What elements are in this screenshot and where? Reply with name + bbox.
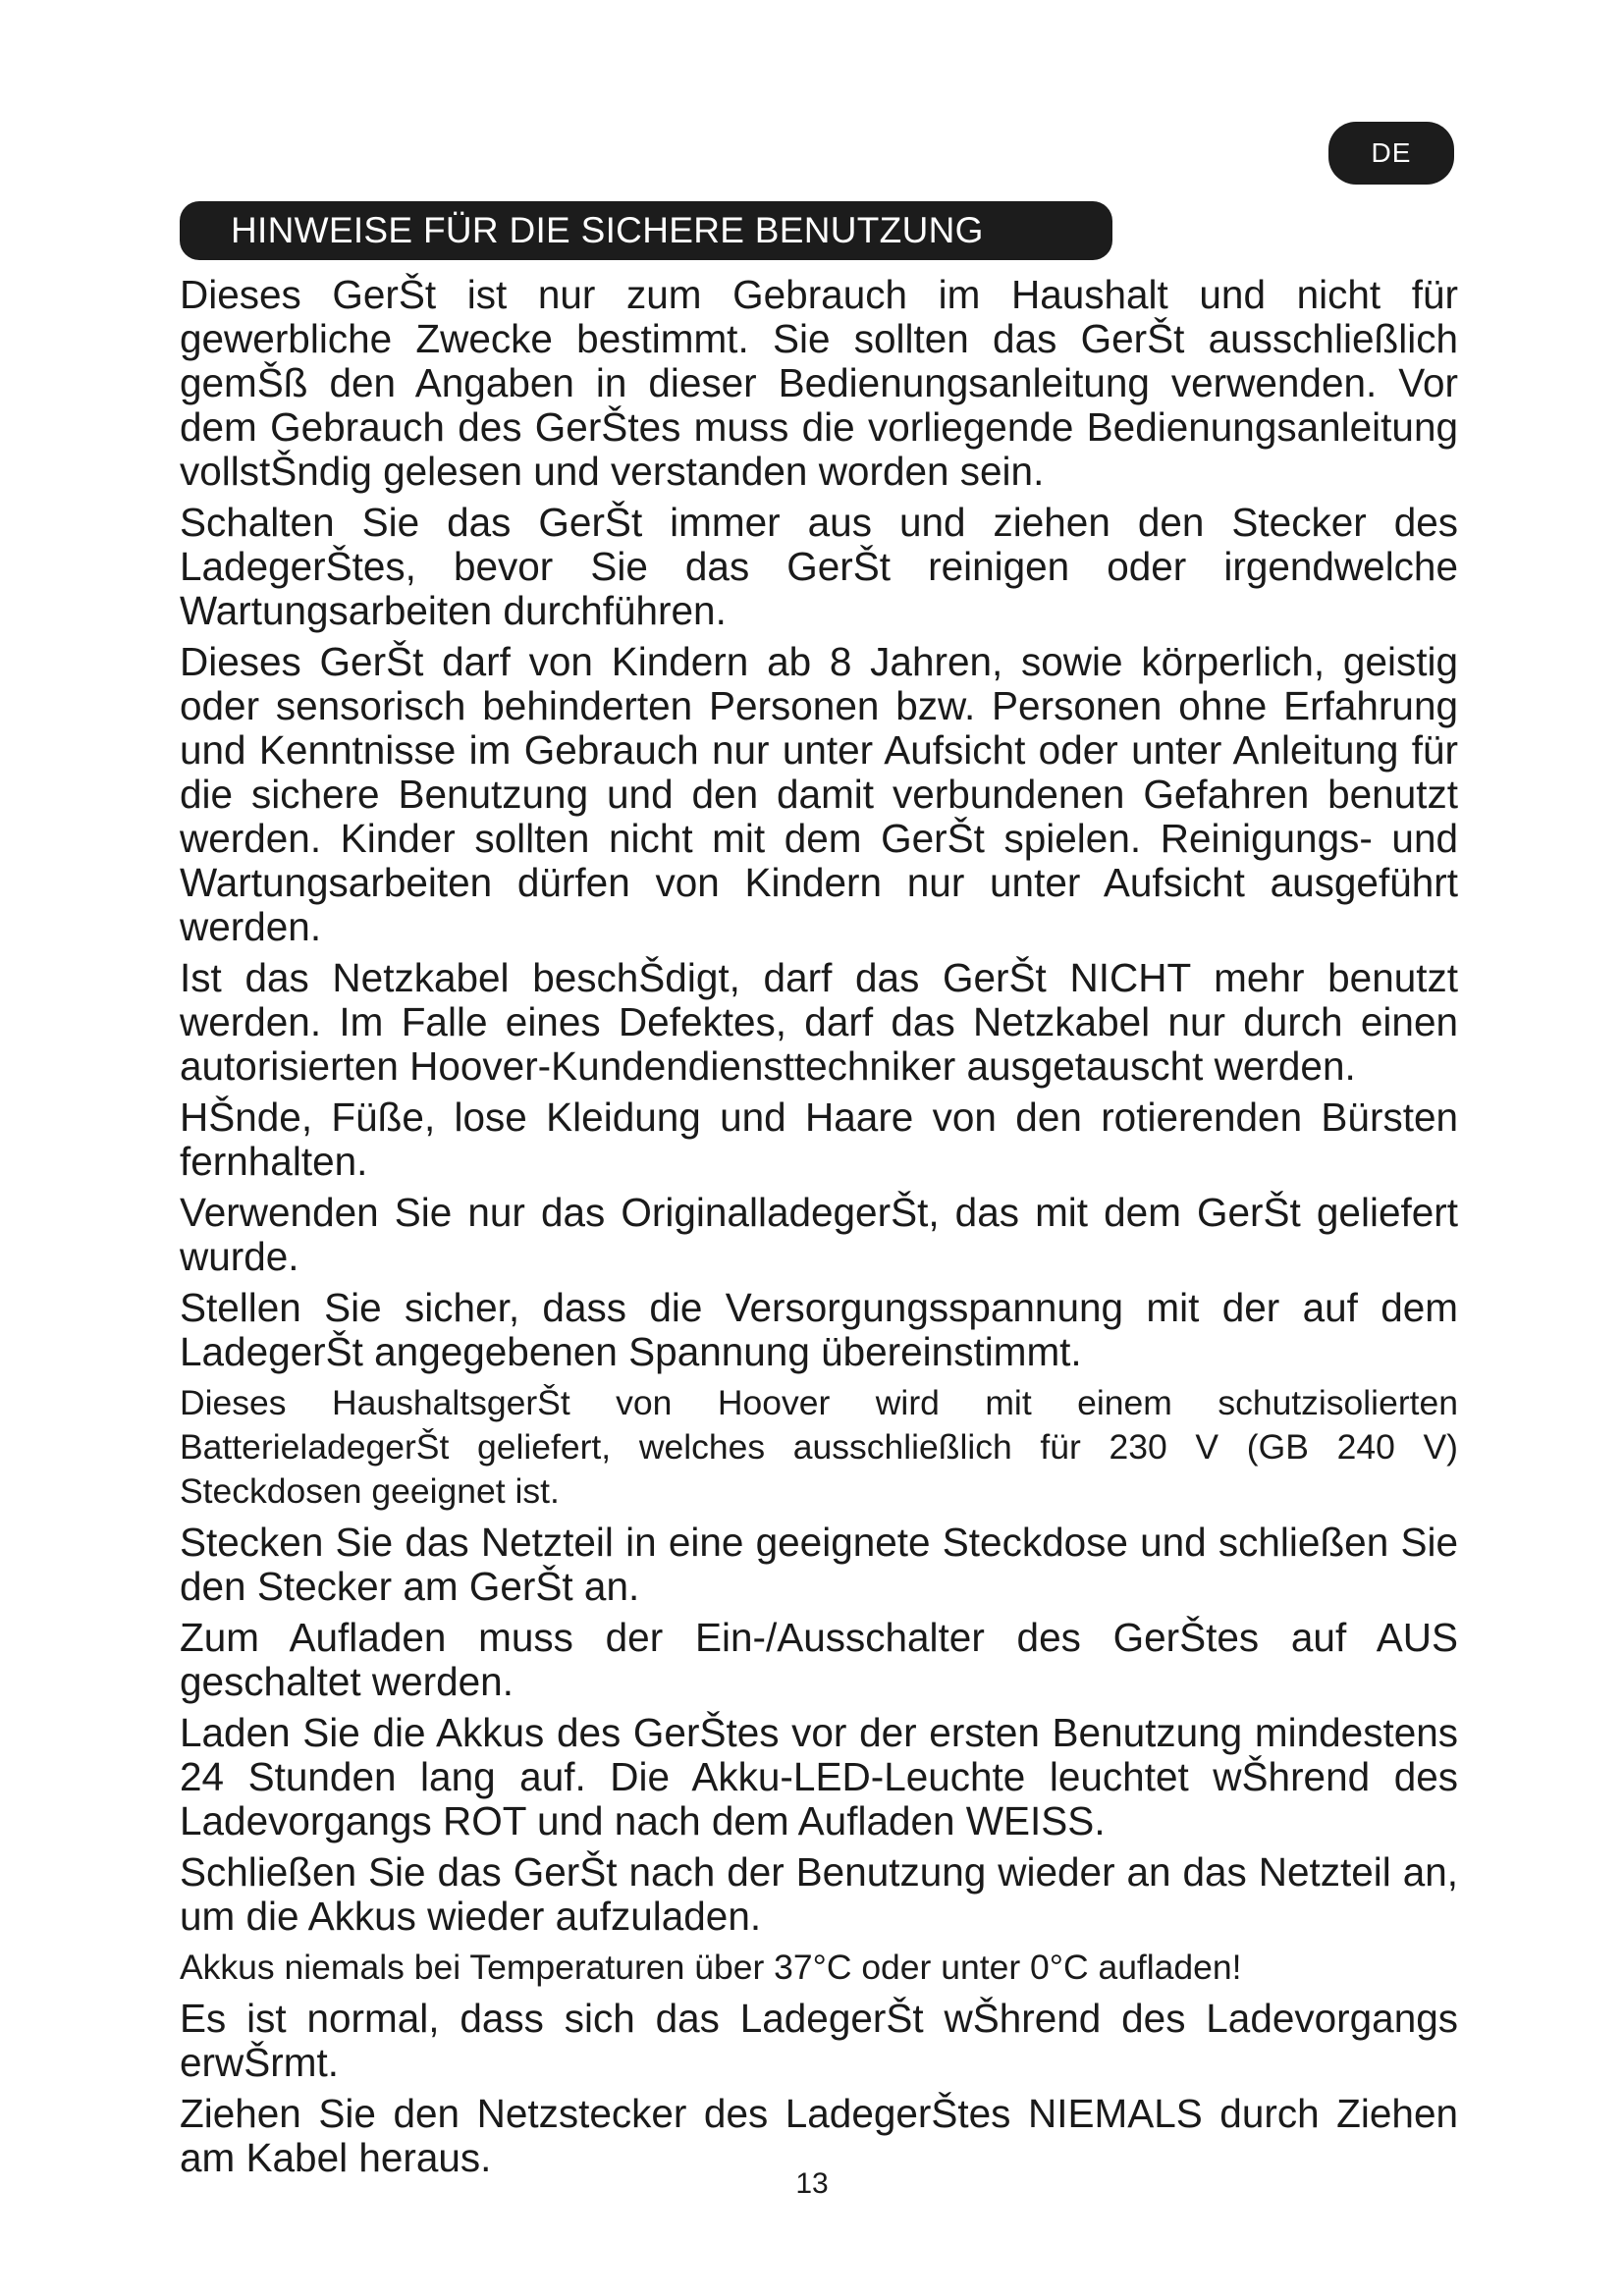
- safety-instructions-body: [180, 273, 1458, 2187]
- paragraph-reconnect: Schließen Sie das GerŠt nach der Benutzung wieder an das Netzteil an, um die Akkus wieder aufzuladen.: [180, 1849, 1458, 1939]
- paragraph-supply-voltage: Stellen Sie sicher, dass die Versorgungsspannung mit der auf dem LadegerŠt angegebenen Spannung übereinstimmt.: [180, 1285, 1458, 1374]
- paragraph-temperature-warning: Akkus niemals bei Temperaturen über 37°C oder unter 0°C aufladen!: [180, 1948, 1242, 1987]
- section-title: HINWEISE FÜR DIE SICHERE BENUTZUNG: [180, 201, 1112, 260]
- paragraph-unplug-warning: Ziehen Sie den Netzstecker des LadegerŠtes NIEMALS durch Ziehen am Kabel heraus.: [180, 2091, 1458, 2180]
- paragraph-children: Dieses GerŠt darf von Kindern ab 8 Jahren, sowie körperlich, geistig oder sensorisch behinderten Personen bzw. Personen ohne Erfahrung und Kenntnisse im Gebrauch nur unter Aufsicht oder unter Anleitung für die sichere Benutzung und den damit verbundenen Gefahren benutzt werden. Kinder sollten nicht mit dem GerŠt spielen. Reinigungs- und Wartungsarbeiten dürfen von Kindern nur unter Aufsicht ausgeführt werden.: [180, 639, 1458, 949]
- paragraph-switch-off: Schalten Sie das GerŠt immer aus und ziehen den Stecker des LadegerŠtes, bevor Sie das GerŠt reinigen oder irgendwelche Wartungsarbeiten durchführen.: [180, 500, 1458, 633]
- paragraph-damaged-cable: Ist das Netzkabel beschŠdigt, darf das GerŠt NICHT mehr benutzt werden. Im Falle eines Defektes, darf das Netzkabel nur durch einen autorisierten Hoover-Kundendiensttechniker ausgetauscht werden.: [180, 955, 1458, 1089]
- paragraph-first-charge: Laden Sie die Akkus des GerŠtes vor der ersten Benutzung mindestens 24 Stunden lang auf. Die Akku-LED-Leuchte leuchtet wŠhrend des Ladevorgangs ROT und nach dem Aufladen WEISS.: [180, 1710, 1458, 1843]
- paragraph-original-charger: Verwenden Sie nur das OriginalladegerŠt, das mit dem GerŠt geliefert wurde.: [180, 1190, 1458, 1279]
- paragraph-switch-for-charging: Zum Aufladen muss der Ein-/Ausschalter des GerŠtes auf AUS geschaltet werden.: [180, 1615, 1458, 1704]
- language-badge: DE: [1328, 122, 1454, 185]
- paragraph-insulated-charger: Dieses HaushaltsgerŠt von Hoover wird mit einem schutzisolierten BatterieladegerŠt geliefert, welches ausschließlich für 230 V (GB 240 V) Steckdosen geeignet ist.: [180, 1383, 1458, 1511]
- page-number: 13: [795, 2167, 829, 2200]
- paragraph-household-use: Dieses GerŠt ist nur zum Gebrauch im Haushalt und nicht für gewerbliche Zwecke bestimmt. Sie sollten das GerŠt ausschließlich gemŠß den Angaben in dieser Bedienungsanleitung verwenden. Vor dem Gebrauch des GerŠtes muss die vorliegende Bedienungsanleitung vollstŠndig gelesen und verstanden worden sein.: [180, 272, 1458, 494]
- paragraph-charger-warm: Es ist normal, dass sich das LadegerŠt wŠhrend des Ladevorgangs erwŠrmt.: [180, 1996, 1458, 2085]
- paragraph-rotating-brushes: HŠnde, Füße, lose Kleidung und Haare von den rotierenden Bürsten fernhalten.: [180, 1095, 1458, 1184]
- paragraph-plug-in: Stecken Sie das Netzteil in eine geeignete Steckdose und schließen Sie den Stecker am GerŠt an.: [180, 1520, 1458, 1609]
